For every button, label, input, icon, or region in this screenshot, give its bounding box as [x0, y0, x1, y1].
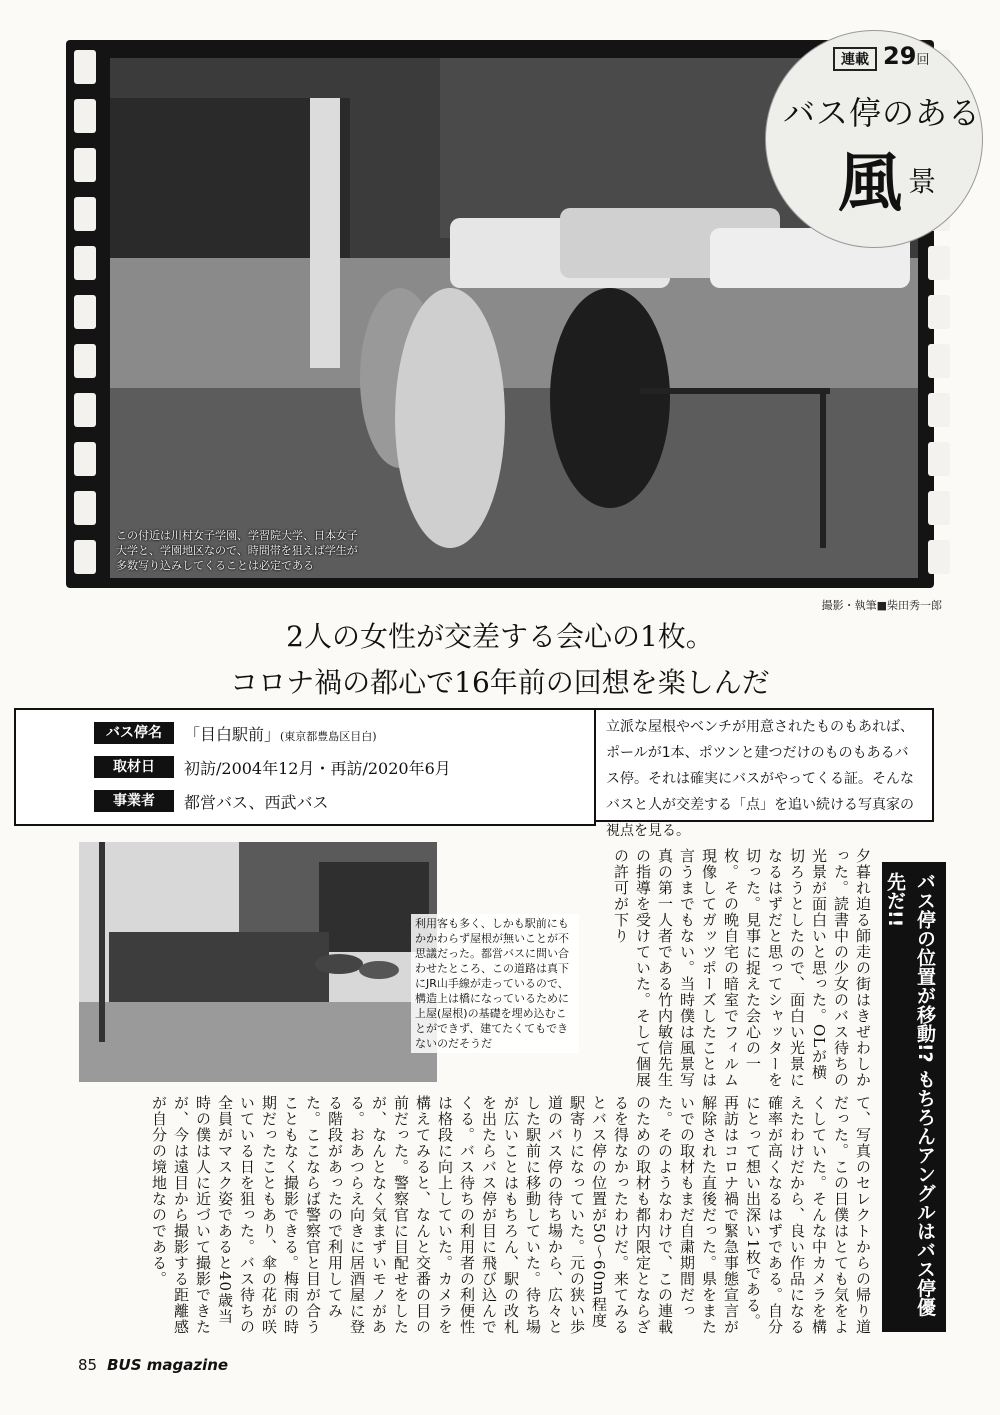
- body-text-lower: て、写真のセレクトからの帰り道だった。この日僕はとても気をよくしていた。そんな中カメラを構えたわけだから、良い作品になる確率が高くなるはずである。自分にとって想い出深い1枚である。再訪はコロナ禍で緊急事態宣言が解除された直後だった。県をまたいでの取材もまだ自粛期間だった。そのようなわけで、この連載のための取材も都内限定とならざるを得なかったわけだ。来てみるとバス停の位置が50〜60m程度駅寄りになっていた。元の狭い歩道のバス停の待ち場から、広々とした駅前に移動していた。待ち場が広いことはもちろん、駅の改札を出たらバス停が目に飛び込んでくる。バス待ちの利用者の利便性は格段に向上していた。カメラを構えてみると、なんと交番の目の前だった。警察官に目配せをしたが、なんとなく気まずいモノがある。おあつらえ向きに居酒屋に登る階段があったので利用してみた。ここならば警察官と目が合うこともなく撮影できる。梅雨の時期だったこともあり、傘の花が咲いている日を狙った。バス待ちの全員がマスク姿であると40歳当時の僕は人に近づいて撮影できたが、今は遠目から撮影する距離感が自分の境地なのである。: [150, 1095, 872, 1335]
- series-title-a: バス停のある: [783, 94, 982, 132]
- film-sprocket-hole: [74, 197, 96, 231]
- side-heading: バス停の位置が移動!? もちろんアングルはバス停優先だ!!: [882, 862, 946, 1332]
- film-sprocket-hole: [74, 148, 96, 182]
- operator-value: 都営バス、西武バス: [184, 793, 329, 812]
- page-footer: [78, 1356, 228, 1374]
- film-sprocket-hole: [74, 393, 96, 427]
- series-title-b: 風: [838, 146, 902, 221]
- bus-stop-photo-caption: 利用客も多く、しかも駅前にもかかわらず屋根が無いことが不思議だった。都営バスに問い合わせたところ、この道路は真下にJR山手線が走っているので、構造上は橋になっているために上屋(屋根)の基礎を埋め込むことができず、建てたくてもできないのだそうだ: [411, 914, 579, 1053]
- series-num: 29: [883, 42, 917, 70]
- photo-caption: この付近は川村女子学園、学習院大学、日本女子大学と、学園地区なので、時間帯を狙えば学生が多数写り込みしてくることは必定である: [116, 529, 358, 572]
- series-title-c: 景: [908, 165, 937, 198]
- film-sprocket-hole: [74, 50, 96, 84]
- film-sprocket-holes-left: [74, 46, 96, 586]
- headline-line1: 2人の女性が交差する会心の1枚。: [286, 620, 714, 653]
- headline-line2: コロナ禍の都心で16年前の回想を楽しんだ: [230, 666, 770, 699]
- film-sprocket-hole: [928, 393, 950, 427]
- film-sprocket-hole: [928, 246, 950, 280]
- film-sprocket-hole: [74, 246, 96, 280]
- intro-text: 立派な屋根やベンチが用意されたものもあれば、ポールが1本、ポツンと建つだけのものもあるバス停。それは確実にバスがやってくる証。そんなバスと人が交差する「点」を追い続ける写真家の視点を見る。: [594, 708, 934, 822]
- body-text-upper: 夕暮れ迫る師走の街はきぜわしかった。読書中の少女のバス待ちの光景が面白いと思った。OLが横切ろうとしたので、面白い光景になるはずだと思ってシャッターを切った。見事に捉えた会心の一枚。その晩自宅の暗室でフィルム現像してガッツポーズしたことは言うまでもない。当時僕は風景写真の第一人者である竹内敏信先生の指導を受けていた。そして個展の許可が下り: [612, 848, 872, 1088]
- film-sprocket-hole: [74, 99, 96, 133]
- stop-value: [184, 722, 377, 745]
- magazine-name: BUS magazine: [107, 1356, 229, 1374]
- film-sprocket-hole: [74, 295, 96, 329]
- stop-name: 「目白駅前」: [184, 725, 281, 744]
- film-sprocket-hole: [928, 344, 950, 378]
- info-box: [14, 708, 596, 826]
- series-label: 連載: [833, 47, 877, 71]
- series-unit: 回: [916, 53, 930, 68]
- film-sprocket-hole: [928, 295, 950, 329]
- page-number: 85: [78, 1356, 98, 1374]
- film-sprocket-hole: [928, 540, 950, 574]
- date-label: 取材日: [94, 756, 174, 778]
- headline: [0, 614, 1000, 706]
- photo-credit: 撮影・執筆■柴田秀一郎: [821, 599, 942, 612]
- series-number: [833, 42, 929, 71]
- film-sprocket-hole: [928, 442, 950, 476]
- stop-label: バス停名: [94, 722, 174, 744]
- film-sprocket-hole: [74, 491, 96, 525]
- date-value: 初訪/2004年12月・再訪/2020年6月: [184, 759, 451, 778]
- operator-label: 事業者: [94, 790, 174, 812]
- bus-stop-photo: [79, 842, 437, 1082]
- stop-address: (東京都豊島区目白): [280, 730, 377, 743]
- film-sprocket-hole: [74, 344, 96, 378]
- film-sprocket-hole: [74, 540, 96, 574]
- film-sprocket-hole: [928, 491, 950, 525]
- film-sprocket-hole: [74, 442, 96, 476]
